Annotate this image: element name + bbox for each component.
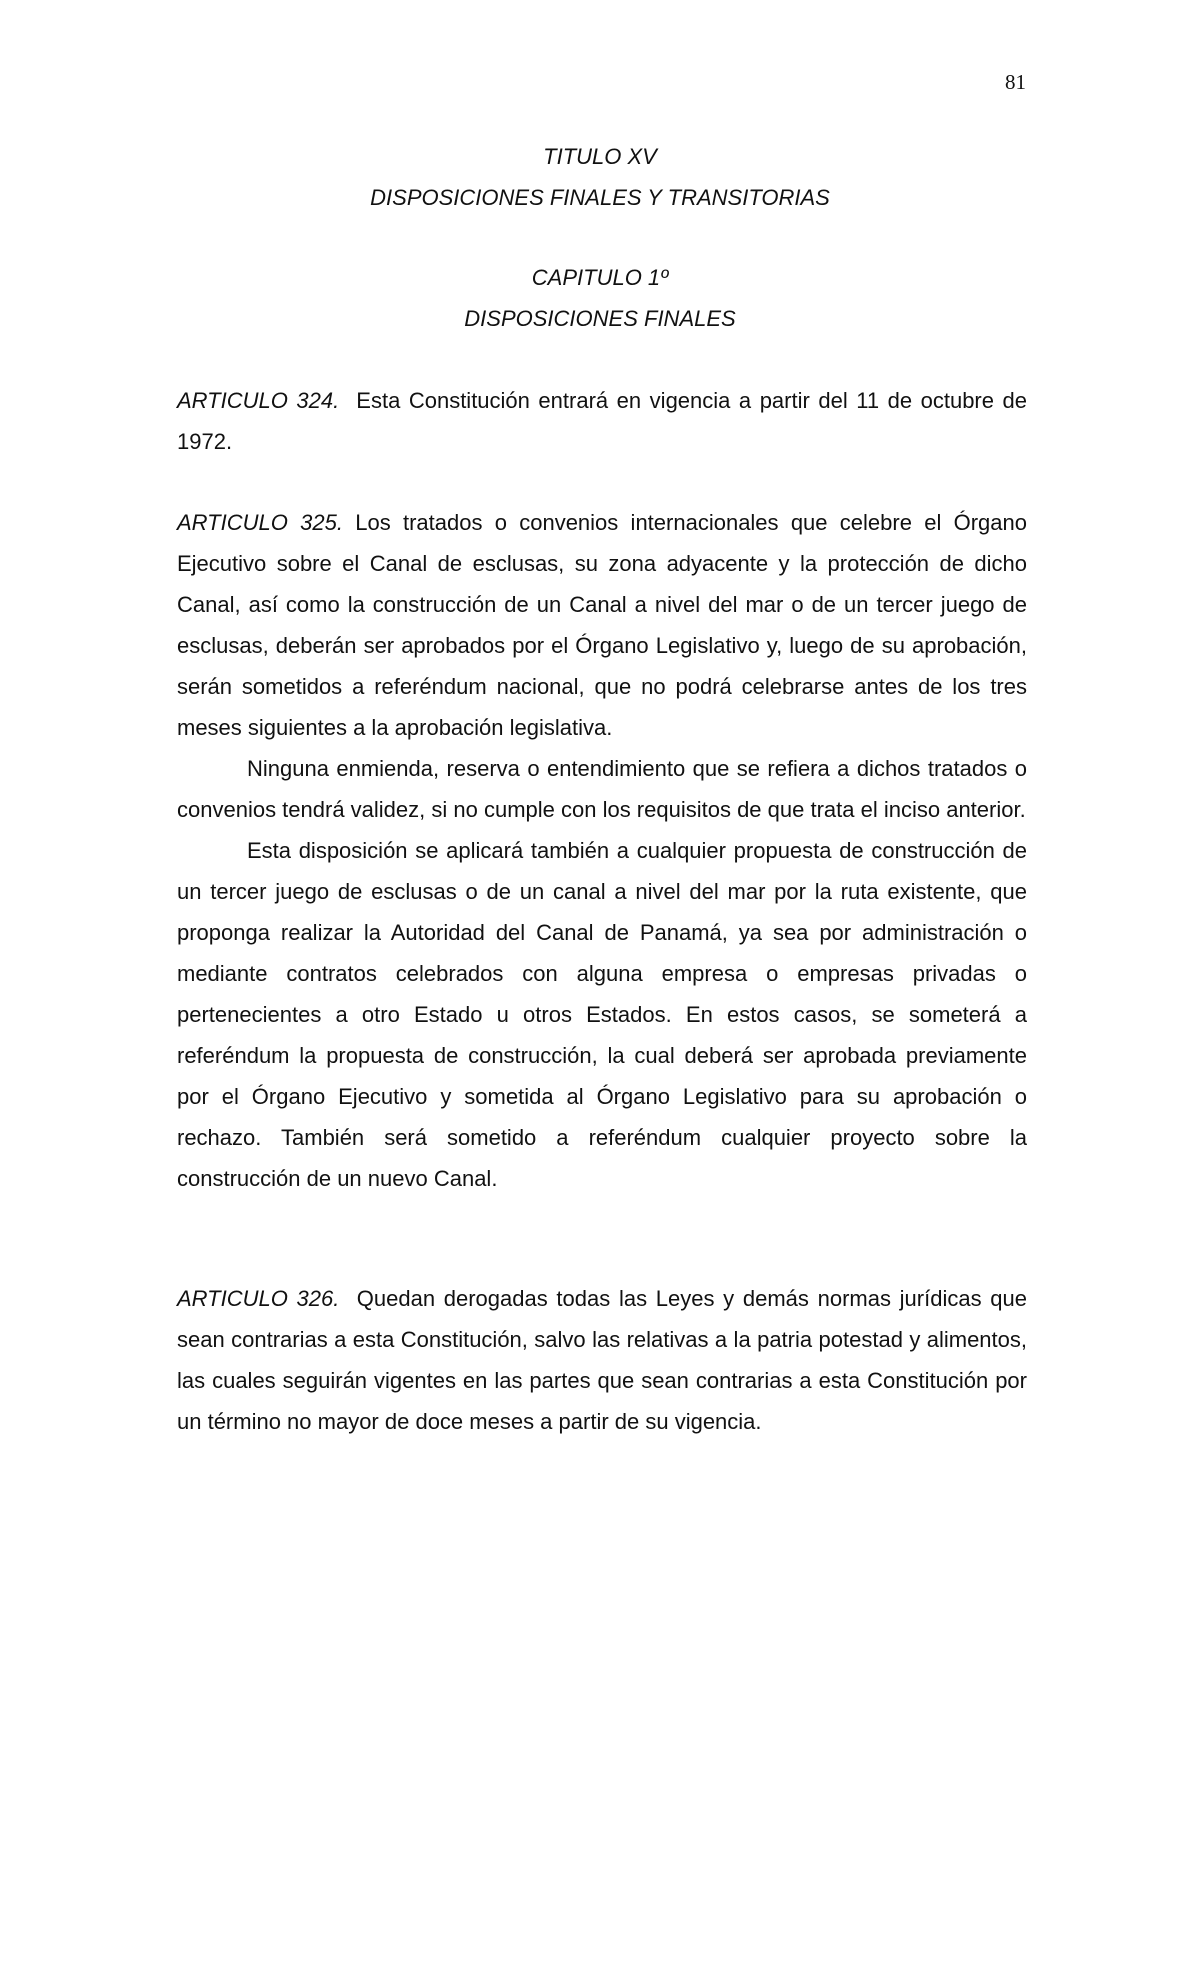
article-paragraph [177,1278,1027,1442]
article-label: ARTICULO 325. [177,510,343,535]
article-paragraph [177,502,1027,748]
page-number: 81 [1005,70,1026,94]
article-324 [177,380,1027,462]
title-heading [0,136,1200,218]
article-paragraph [177,380,1027,462]
article-paragraph: Ninguna enmienda, reserva o entendimiento que se refiera a dichos tratados o convenios tendrá validez, si no cumple con los requisitos de que trata el inciso anterior. [177,756,1027,822]
article-paragraph: Esta disposición se aplicará también a cualquier propuesta de construcción de un tercer juego de esclusas o de un canal a nivel del mar por la ruta existente, que proponga realizar la Autoridad del Canal de Panamá, ya sea por administración o mediante contratos celebrados con alguna empresa o empresas privadas o pertenecientes a otro Estado u otros Estados. En estos casos, se someterá a referéndum la propuesta de construcción, la cual deberá ser aprobada previamente por el Órgano Ejecutivo y sometida al Órgano Legislativo para su aprobación o rechazo. También será sometido a referéndum cualquier proyecto sobre la construcción de un nuevo Canal. [177,838,1027,1191]
article-text: Los tratados o convenios internacionales que celebre el Órgano Ejecutivo sobre el Canal de esclusas, su zona adyacente y la protección de dicho Canal, así como la construcción de un Canal a nivel del mar o de un tercer juego de esclusas, deberán ser aprobados por el Órgano Legislativo y, luego de su aprobación, serán sometidos a referéndum nacional, que no podrá celebrarse antes de los tres meses siguientes a la aprobación legislativa. [177,510,1027,740]
article-326 [177,1278,1027,1442]
chapter-heading [0,257,1200,339]
article-text: Esta Constitución entrará en vigencia a partir del 11 de octubre de 1972. [177,388,1028,454]
title-number: TITULO XV [543,144,657,169]
article-label: ARTICULO 324. [177,388,340,413]
chapter-name: DISPOSICIONES FINALES [464,306,736,331]
title-name: DISPOSICIONES FINALES Y TRANSITORIAS [370,185,830,210]
chapter-number: CAPITULO 1º [531,265,669,290]
article-text: Quedan derogadas todas las Leyes y demás normas jurídicas que sean contrarias a esta Constitución, salvo las relativas a la patria potestad y alimentos, las cuales seguirán vigentes en las partes que sean contrarias a esta Constitución por un término no mayor de doce meses a partir de su vigencia. [177,1286,1027,1434]
article-label: ARTICULO 326. [177,1286,340,1311]
article-325 [177,502,1027,1199]
